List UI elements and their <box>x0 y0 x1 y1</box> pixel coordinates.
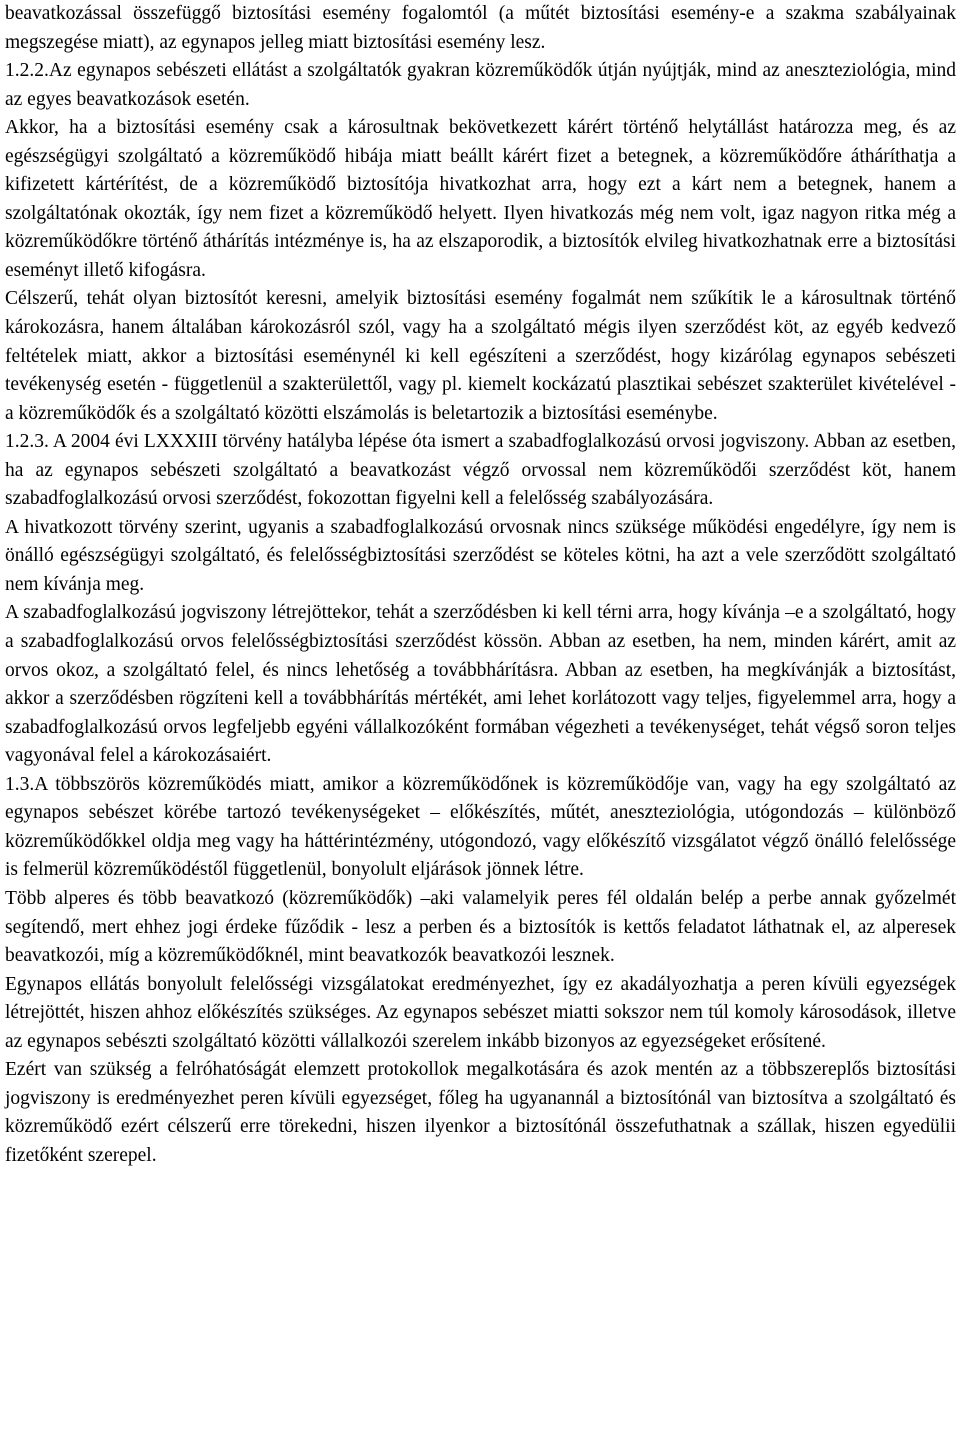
paragraph-6: A hivatkozott törvény szerint, ugyanis a szabadfoglalkozású orvosnak nincs szüksége működési engedélyre, így nem is önálló egészségügyi szolgáltató, és felelősségbiztosítási szerződést se köteles kötni, ha azt a vele szerződött szolgáltató nem kívánja meg. <box>5 516 956 595</box>
paragraph-1: beavatkozással összefüggő biztosítási esemény fogalomtól (a műtét biztosítási esemény-e a szakma szabályainak megszegése miatt), az egynapos jelleg miatt biztosítási esemény lesz. <box>5 3 956 53</box>
paragraph-2: 1.2.2.Az egynapos sebészeti ellátást a szolgáltatók gyakran közreműködők útján nyújtják, mind az aneszteziológia, mind az egyes beavatkozások esetén. <box>5 60 956 110</box>
paragraph-4: Célszerű, tehát olyan biztosítót keresni, amelyik biztosítási esemény fogalmát nem szűkítik le a károsultnak történő károkozásra, hanem általában károkozásról szól, vagy ha a szolgáltató mégis ilyen szerződést köt, az egyéb kedvező feltételek miatt, akkor a biztosítási eseménynél ki kell egészíteni a szerződést, hogy kizárólag egynapos sebészeti tevékenység esetén - függetlenül a szakterülettől, vagy pl. kiemelt kockázatú plasztikai sebészet szakterület kivételével - a közreműködők és a szolgáltató közötti elszámolás is beletartozik a biztosítási eseménybe. <box>5 288 956 424</box>
paragraph-8: 1.3.A többszörös közreműködés miatt, amikor a közreműködőnek is közreműködője van, vagy ha egy szolgáltató az egynapos sebészet körébe tartozó tevékenységeket – előkészítés, műtét, aneszteziológia, utógondozás – különböző közreműködőkkel oldja meg vagy ha háttérintézmény, utógondozó, vagy előkészítő vizsgálatot végző önálló felelőssége is felmerül közreműködéstől függetlenül, bonyolult eljárások jönnek létre. <box>5 773 956 881</box>
paragraph-10: Egynapos ellátás bonyolult felelősségi vizsgálatokat eredményezhet, így ez akadályozhatja a peren kívüli egyezségek létrejöttét, hiszen ahhoz előkészítés szükséges. Az egynapos sebészet miatti sokszor nem túl komoly károsodások, illetve az egynapos sebészti szolgáltató közötti vállalkozói szerelem inkább bizonyos az egyezségeket erősítené. <box>5 973 956 1052</box>
paragraph-5: 1.2.3. A 2004 évi LXXXIII törvény hatályba lépése óta ismert a szabadfoglalkozású orvosi jogviszony. Abban az esetben, ha az egynapos sebészeti szolgáltató a beavatkozást végző orvossal nem közreműködői szerződést köt, hanem szabadfoglalkozású orvosi szerződést, fokozottan figyelni kell a felelősség szabályozására. <box>5 431 956 510</box>
paragraph-9: Több alperes és több beavatkozó (közreműködők) –aki valamelyik peres fél oldalán belép a perbe annak győzelmét segítendő, mert ehhez jogi érdeke fűződik - lesz a perben és a biztosítók is kettős feladatot láthatnak el, az alperesek beavatkozói, míg a közreműködőknél, mint beavatkozók beavatkozói lesznek. <box>5 887 956 967</box>
paragraph-3: Akkor, ha a biztosítási esemény csak a károsultnak bekövetkezett kárért történő helytállást határozza meg, és az egészségügyi szolgáltató a közreműködő hibája miatt beállt kárért fizet a betegnek, a közreműködőre átháríthatja a kifizetett kártérítést, de a közreműködő biztosítója hivatkozhat arra, hogy ezt a kárt nem a betegnek, hanem a szolgáltatónak okozták, így nem fizet a közreműködő helyett. Ilyen hivatkozás még nem volt, igaz nagyon ritka még a közreműködőkre történő áthárítás intézménye is, ha az elszaporodik, a biztosítók elvileg hivatkozhatnak erre a biztosítási eseményt illető kifogásra. <box>5 117 956 281</box>
paragraph-11: Ezért van szükség a felróhatóságát elemzett protokollok megalkotására és azok mentén az a többszereplős biztosítási jogviszony is eredményezhet peren kívüli egyezséget, főleg ha ugyanannál a biztosítónál van biztosítva a szolgáltató és közreműködő ezért célszerű erre törekedni, hiszen ilyenkor a biztosítónál összefuthatnak a szállak, hiszen egyedülii fizetőként szerepel. <box>5 1059 956 1166</box>
paragraph-7: A szabadfoglalkozású jogviszony létrejöttekor, tehát a szerződésben ki kell térni arra, hogy kívánja –e a szolgáltató, hogy a szabadfoglalkozású orvos felelősségbiztosítási szerződést kössön. Abban az esetben, ha nem, minden kárért, amit az orvos okoz, a szolgáltató felel, és nincs lehetőség a továbbhárításra. Abban az esetben, ha megkívánják a biztosítást, akkor a szerződésben rögzíteni kell a továbbhárítás mértékét, ami lehet korlátozott vagy teljes, figyelemmel arra, hogy a szabadfoglalkozású orvos legfeljebb egyéni vállalkozóként formában végezheti a tevékenységet, tehát végső soron teljes vagyonával felel a károkozásaiért. <box>5 602 956 767</box>
